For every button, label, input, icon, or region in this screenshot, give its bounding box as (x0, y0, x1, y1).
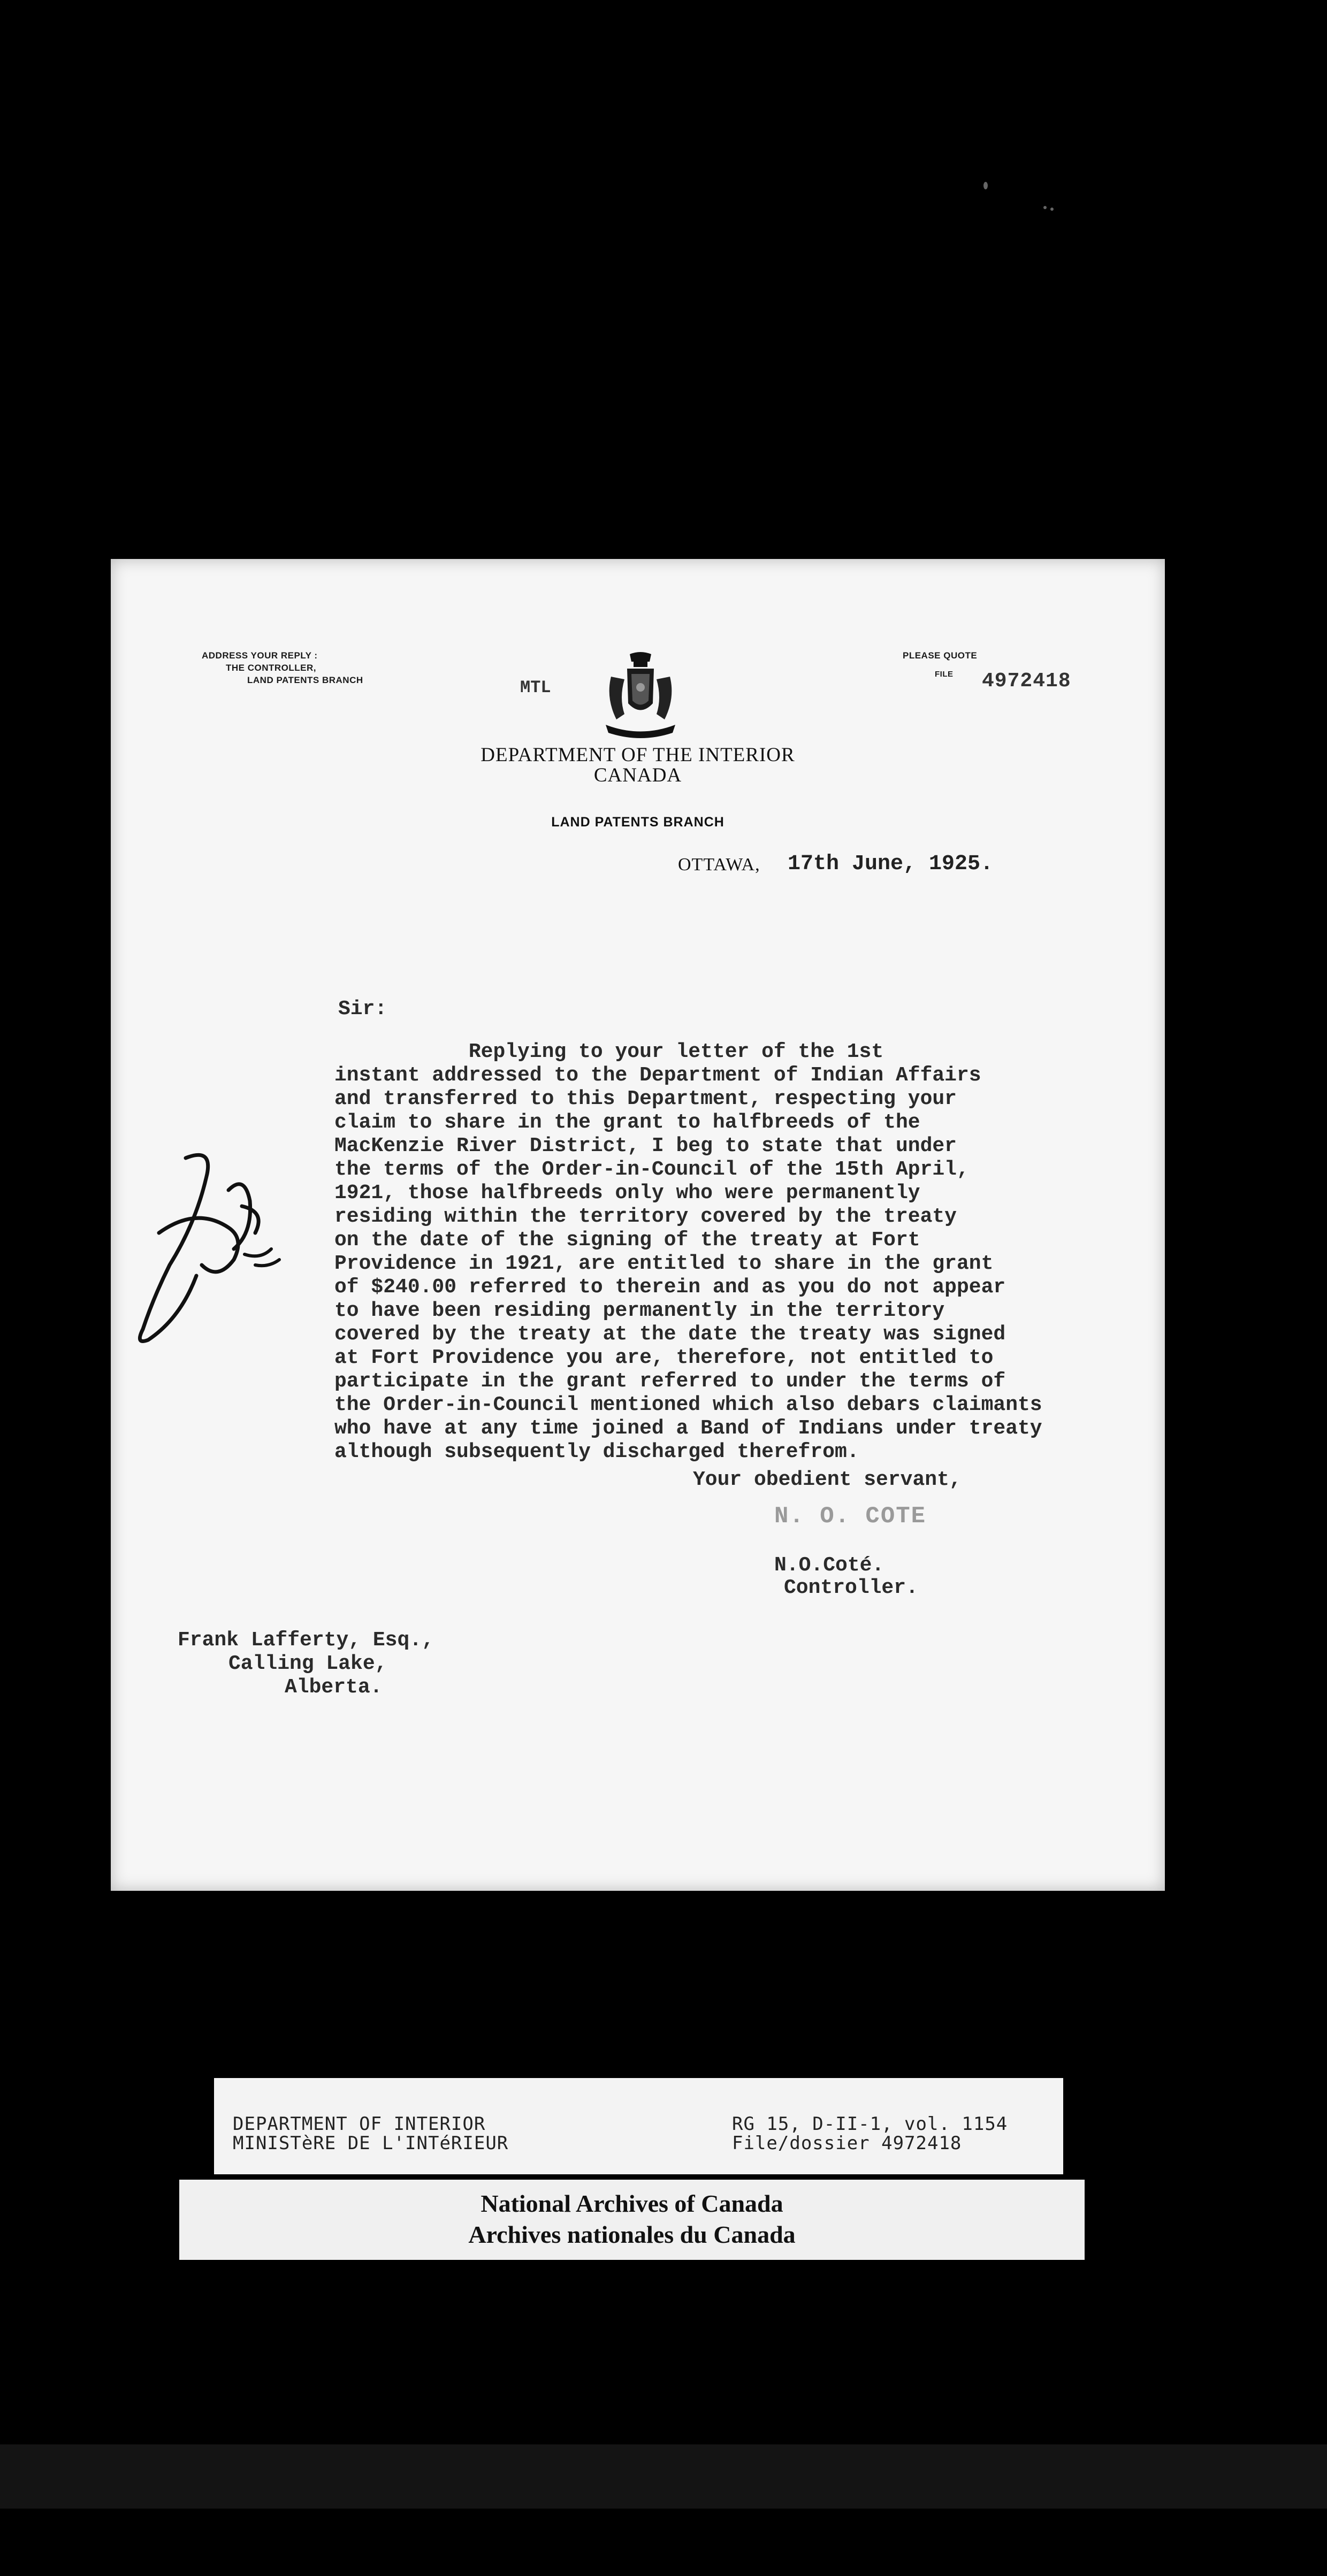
archive-file-ref: File/dossier 4972418 (732, 2133, 962, 2154)
film-edge (0, 2444, 1327, 2509)
archive-reference: RG 15, D-II-1, vol. 1154 (732, 2113, 1008, 2135)
body-line: and transferred to this Department, respecting your (334, 1087, 957, 1110)
closing: Your obedient servant, (693, 1468, 962, 1491)
body-line: of $240.00 referred to therein and as you do not appear (334, 1276, 1006, 1299)
department-country: CANADA (593, 764, 682, 786)
department-title: DEPARTMENT OF THE INTERIOR (481, 744, 795, 766)
please-quote-label: PLEASE QUOTE (903, 650, 978, 661)
archive-dept-en: DEPARTMENT OF INTERIOR (233, 2113, 486, 2135)
signature-stamp: N. O. COTE (774, 1503, 927, 1530)
letter-city: OTTAWA, (678, 855, 760, 875)
salutation: Sir: (338, 998, 387, 1021)
body-line: claim to share in the grant to halfbreeds of the (334, 1111, 920, 1134)
body-line: on the date of the signing of the treaty at Fort (334, 1229, 920, 1252)
body-line: residing within the territory covered by the treaty (334, 1205, 957, 1228)
recipient-town: Calling Lake, (228, 1652, 387, 1675)
file-number: 4972418 (982, 670, 1071, 693)
body-line: to have been residing permanently in the territory (334, 1299, 945, 1322)
letter-date: 17th June, 1925. (788, 852, 994, 876)
national-archives-label (179, 2180, 1085, 2260)
typist-initials: MTL (520, 678, 551, 697)
dust-speck (983, 182, 988, 189)
body-line: participate in the grant referred to under the terms of (334, 1370, 1006, 1393)
file-label: FILE (935, 670, 954, 679)
body-line: although subsequently discharged therefrom. (334, 1440, 859, 1463)
body-line: who have at any time joined a Band of Indians under treaty (334, 1417, 1042, 1440)
body-line: Providence in 1921, are entitled to share in the grant (334, 1252, 994, 1275)
body-line: MacKenzie River District, I beg to state that under (334, 1134, 957, 1157)
coat-of-arms-icon (600, 650, 681, 741)
archives-name-en: National Archives of Canada (481, 2190, 783, 2217)
body-line: 1921, those halfbreeds only who were permanently (334, 1182, 920, 1205)
branch-title: LAND PATENTS BRANCH (551, 815, 724, 830)
body-line: covered by the treaty at the date the treaty was signed (334, 1323, 1006, 1346)
handwritten-annotation-icon (121, 1126, 282, 1351)
reply-header-line2: THE CONTROLLER, (226, 663, 316, 673)
archive-dept-fr: MINISTèRE DE L'INTéRIEUR (233, 2133, 509, 2154)
reply-header-line3: LAND PATENTS BRANCH (247, 675, 363, 685)
body-line: the terms of the Order-in-Council of the 15th April, (334, 1158, 969, 1181)
body-line: the Order-in-Council mentioned which also debars claimants (334, 1393, 1042, 1416)
dust-speck (1043, 206, 1047, 209)
archives-name-fr: Archives nationales du Canada (468, 2221, 796, 2248)
recipient-province: Alberta. (285, 1676, 383, 1699)
body-line: Replying to your letter of the 1st (334, 1040, 884, 1063)
body-line: at Fort Providence you are, therefore, not entitled to (334, 1346, 994, 1369)
body-line: instant addressed to the Department of Indian Affairs (334, 1064, 981, 1087)
signer-name: N.O.Coté. (774, 1554, 884, 1577)
letter-page (111, 559, 1165, 1891)
signer-title: Controller. (784, 1576, 918, 1599)
reply-header-line1: ADDRESS YOUR REPLY : (202, 650, 318, 661)
dust-speck (1050, 208, 1054, 211)
archive-reference-label (214, 2078, 1063, 2174)
recipient-name: Frank Lafferty, Esq., (178, 1629, 434, 1652)
